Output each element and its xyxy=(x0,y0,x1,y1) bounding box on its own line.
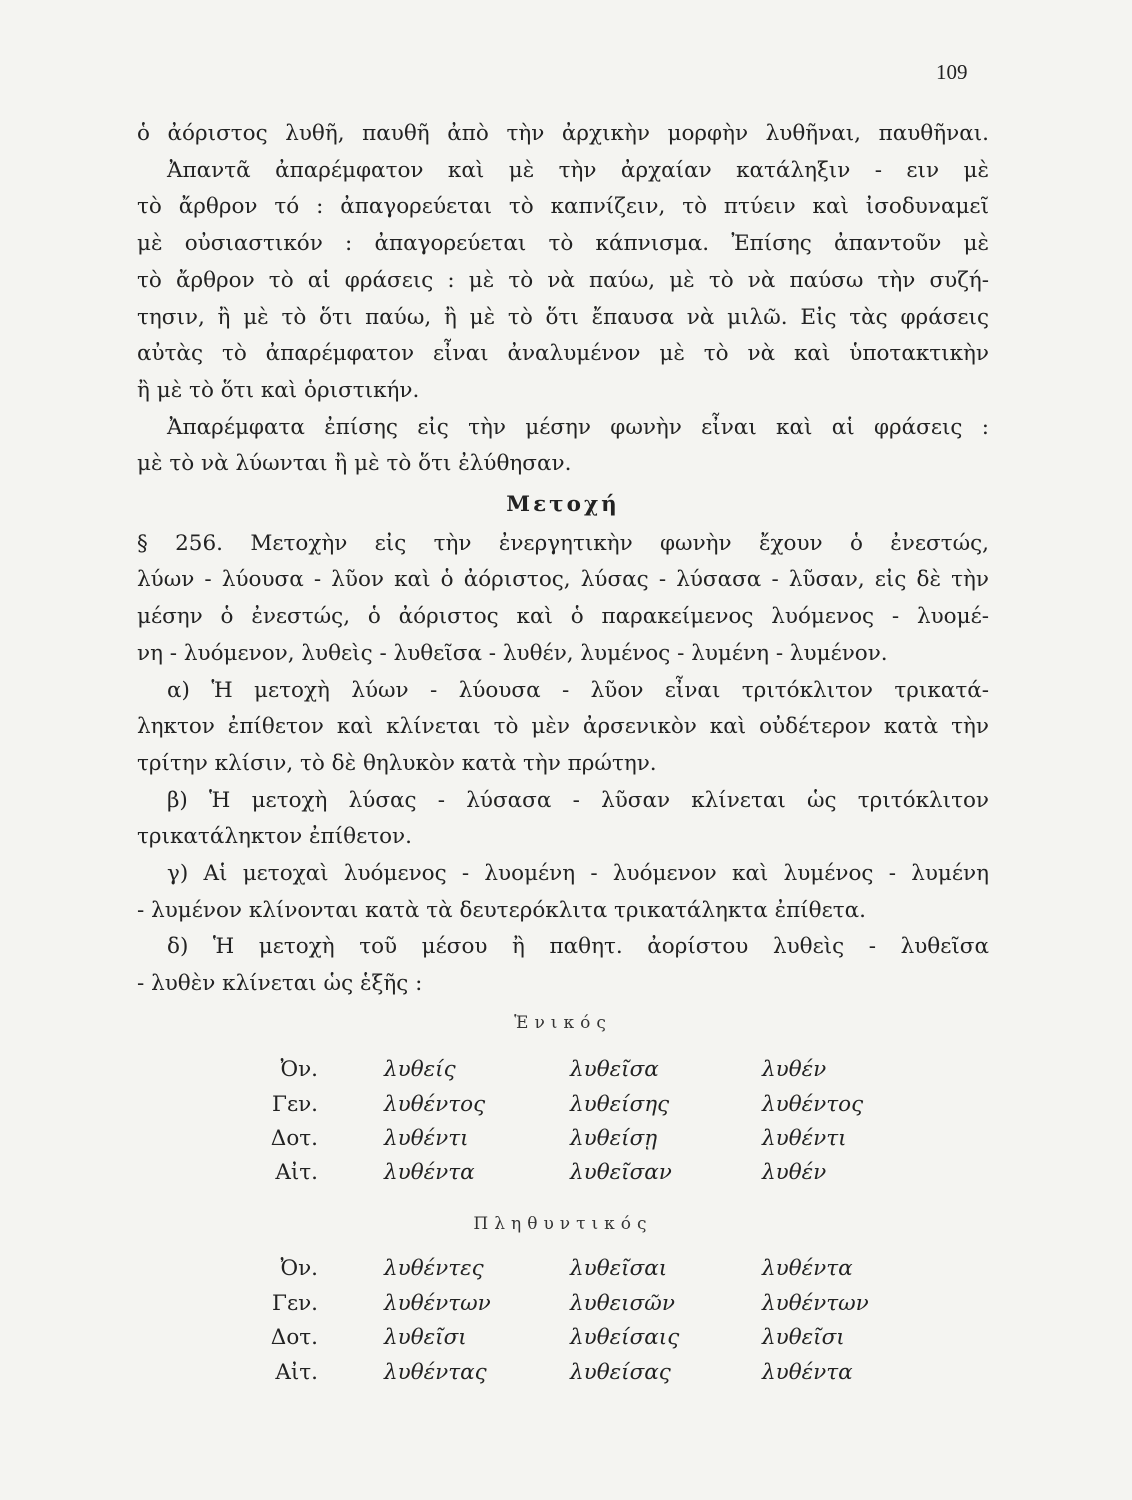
table-row xyxy=(0,1256,1132,1290)
text-line: α) Ἡ μετοχὴ λύων - λύουσα - λῦον εἶναι τριτόκλιτον τρικατά- xyxy=(167,677,989,703)
text-line: μέσην ὁ ἐνεστώς, ὁ ἀόριστος καὶ ὁ παρακείμενος λυόμενος - λυομέ- xyxy=(137,604,989,630)
text-line: μὲ οὐσιαστικόν : ἀπαγορεύεται τὸ κάπνισμα. Ἐπίσης ἀπαντοῦν μὲ xyxy=(137,231,989,257)
feminine-form: λυθεῖσα xyxy=(570,1057,659,1082)
table-row xyxy=(0,1092,1132,1126)
text-line: τὸ ἄρθρον τὸ αἱ φράσεις : μὲ τὸ νὰ παύω, μὲ τὸ νὰ παύσω τὴν συζή- xyxy=(137,267,989,293)
neuter-form: λυθέντων xyxy=(762,1291,869,1316)
text-line: τρίτην κλίσιν, τὸ δὲ θηλυκὸν κατὰ τὴν πρώτην. xyxy=(137,750,657,776)
neuter-form: λυθεῖσι xyxy=(762,1325,845,1350)
page-number: 109 xyxy=(936,60,968,84)
neuter-form: λυθέντι xyxy=(762,1126,847,1151)
feminine-form: λυθείσαις xyxy=(570,1325,680,1350)
table-row xyxy=(0,1325,1132,1359)
plural-title: Πληθυντικός xyxy=(473,1214,653,1234)
case-label: Γεν. xyxy=(272,1092,318,1117)
text-line: Ἀπαντᾶ ἀπαρέμφατον καὶ μὲ τὴν ἀρχαίαν κατάληξιν - ειν μὲ xyxy=(167,157,989,183)
text-line: δ) Ἡ μετοχὴ τοῦ μέσου ἢ παθητ. ἀορίστου λυθεὶς - λυθεῖσα xyxy=(167,934,989,960)
neuter-form: λυθέντα xyxy=(762,1360,853,1385)
text-line: αὐτὰς τὸ ἀπαρέμφατον εἶναι ἀναλυμένον μὲ τὸ νὰ καὶ ὑποτακτικὴν xyxy=(137,341,989,367)
neuter-form: λυθέν xyxy=(762,1057,827,1082)
text-line: γ) Αἱ μετοχαὶ λυόμενος - λυομένη - λυόμενον καὶ λυμένος - λυμένη xyxy=(167,861,989,887)
feminine-form: λυθεῖσαι xyxy=(570,1256,668,1281)
neuter-form: λυθέντα xyxy=(762,1256,853,1281)
text-line: ὁ ἀόριστος λυθῆ, παυθῆ ἀπὸ τὴν ἀρχικὴν μορφὴν λυθῆναι, παυθῆναι. xyxy=(137,121,989,146)
masculine-form: λυθέντι xyxy=(384,1126,469,1151)
section-heading: Μετοχή xyxy=(506,492,620,518)
feminine-form: λυθεῖσαν xyxy=(570,1160,672,1185)
case-label: Δοτ. xyxy=(270,1126,318,1151)
text-line: ληκτον ἐπίθετον καὶ κλίνεται τὸ μὲν ἀρσενικὸν καὶ οὐδέτερον κατὰ τὴν xyxy=(137,714,989,740)
table-row xyxy=(0,1057,1132,1091)
case-label: Αἰτ. xyxy=(275,1360,318,1385)
text-line: β) Ἡ μετοχὴ λύσας - λύσασα - λῦσαν κλίνεται ὡς τριτόκλιτον xyxy=(167,787,989,813)
text-line: Ἀπαρέμφατα ἐπίσης εἰς τὴν μέσην φωνὴν εἶναι καὶ αἱ φράσεις : xyxy=(167,414,989,440)
text-line: - λυμένον κλίνονται κατὰ τὰ δευτερόκλιτα τρικατάληκτα ἐπίθετα. xyxy=(137,897,866,923)
masculine-form: λυθέντος xyxy=(384,1092,486,1117)
masculine-form: λυθεῖσι xyxy=(384,1325,467,1350)
text-line: § 256. Μετοχὴν εἰς τὴν ἐνεργητικὴν φωνὴν ἔχουν ὁ ἐνεστώς, xyxy=(137,530,989,556)
case-label: Αἰτ. xyxy=(275,1160,318,1185)
table-row xyxy=(0,1126,1132,1160)
masculine-form: λυθέντες xyxy=(384,1256,484,1281)
masculine-form: λυθείς xyxy=(384,1057,456,1082)
table-row xyxy=(0,1360,1132,1394)
feminine-form: λυθείσῃ xyxy=(570,1126,658,1151)
table-row xyxy=(0,1160,1132,1194)
feminine-form: λυθεισῶν xyxy=(570,1291,675,1316)
text-line: μὲ τὸ νὰ λύωνται ἢ μὲ τὸ ὅτι ἐλύθησαν. xyxy=(137,451,572,477)
feminine-form: λυθείσας xyxy=(570,1360,671,1385)
text-line: τησιν, ἢ μὲ τὸ ὅτι παύω, ἢ μὲ τὸ ὅτι ἔπαυσα νὰ μιλῶ. Εἰς τὰς φράσεις xyxy=(137,304,989,330)
text-line: - λυθὲν κλίνεται ὡς ἑξῆς : xyxy=(137,971,423,997)
text-line: νη - λυόμενον, λυθεὶς - λυθεῖσα - λυθέν, λυμένος - λυμένη - λυμένον. xyxy=(137,640,888,666)
masculine-form: λυθέντων xyxy=(384,1291,491,1316)
case-label: Δοτ. xyxy=(270,1325,318,1350)
table-row xyxy=(0,1291,1132,1325)
text-line: τὸ ἄρθρον τό : ἀπαγορεύεται τὸ καπνίζειν, τὸ πτύειν καὶ ἰσοδυναμεῖ xyxy=(137,194,989,220)
masculine-form: λυθέντας xyxy=(384,1360,487,1385)
singular-title: Ἑνικός xyxy=(514,1013,612,1033)
case-label: Ὀν. xyxy=(280,1057,318,1082)
case-label: Γεν. xyxy=(272,1291,318,1316)
masculine-form: λυθέντα xyxy=(384,1160,475,1185)
case-label: Ὀν. xyxy=(280,1256,318,1281)
feminine-form: λυθείσης xyxy=(570,1092,670,1117)
neuter-form: λυθέν xyxy=(762,1160,827,1185)
text-line: τρικατάληκτον ἐπίθετον. xyxy=(137,824,412,850)
text-line: λύων - λύουσα - λῦον καὶ ὁ ἀόριστος, λύσας - λύσασα - λῦσαν, εἰς δὲ τὴν xyxy=(137,567,989,593)
neuter-form: λυθέντος xyxy=(762,1092,864,1117)
text-line: ἢ μὲ τὸ ὅτι καὶ ὁριστικήν. xyxy=(137,377,420,403)
main-text xyxy=(137,116,989,1003)
